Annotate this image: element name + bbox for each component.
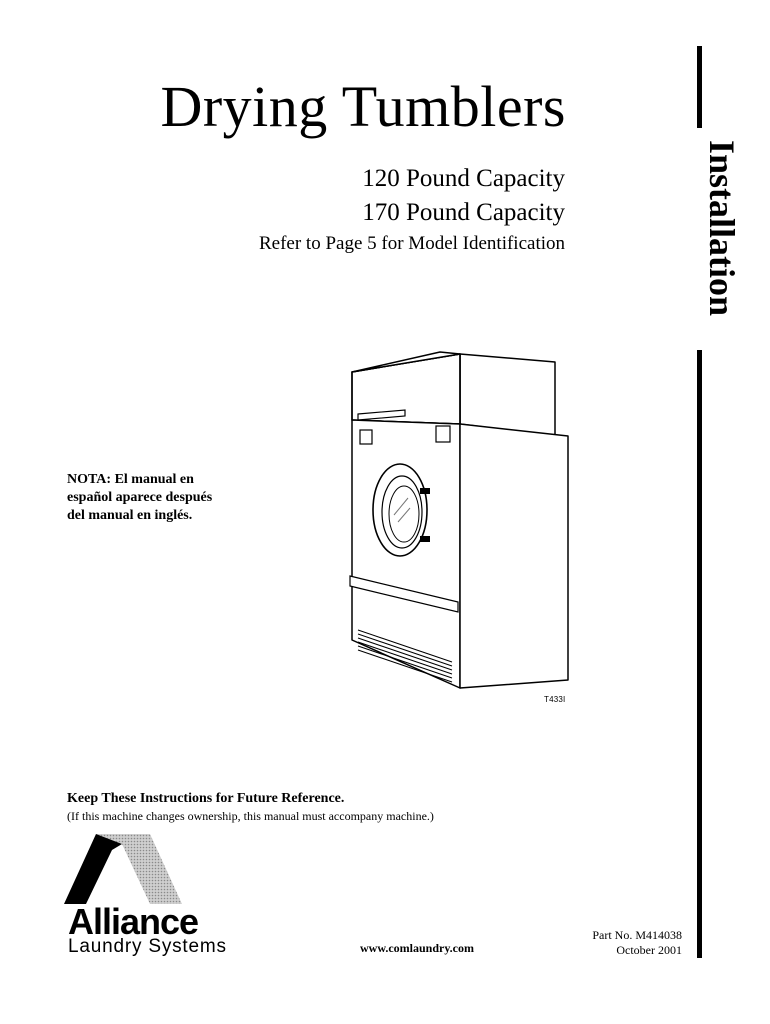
- nota-line-2: español aparece después: [67, 490, 213, 505]
- capacity-120: 120 Pound Capacity: [362, 165, 565, 192]
- logo-subtitle: Laundry Systems: [68, 936, 227, 957]
- side-rule-bottom: [697, 350, 702, 958]
- nota-spanish: [67, 471, 247, 525]
- alliance-logo-icon: [64, 834, 184, 910]
- side-tab-label: [522, 140, 742, 317]
- part-number: Part No. M414038: [592, 928, 682, 942]
- installation-label: Installation: [702, 140, 742, 317]
- side-rule-top: [697, 46, 702, 128]
- logo-wordmark: Alliance: [68, 901, 199, 942]
- document-title: Drying Tumblers: [160, 74, 566, 139]
- ownership-note: (If this machine changes ownership, this manual must accompany machine.): [67, 809, 434, 823]
- nota-line-1: NOTA: El manual en: [67, 472, 194, 487]
- part-info: [592, 928, 682, 958]
- website-link[interactable]: www.comlaundry.com: [360, 941, 474, 955]
- publication-date: October 2001: [616, 943, 682, 957]
- capacity-170: 170 Pound Capacity: [362, 199, 565, 226]
- nota-line-3: del manual en inglés.: [67, 508, 193, 523]
- model-reference: Refer to Page 5 for Model Identification: [258, 233, 565, 254]
- drying-tumbler-illustration: [340, 340, 580, 700]
- figure-code: T433I: [544, 695, 566, 704]
- keep-instructions: Keep These Instructions for Future Reference.: [67, 791, 345, 806]
